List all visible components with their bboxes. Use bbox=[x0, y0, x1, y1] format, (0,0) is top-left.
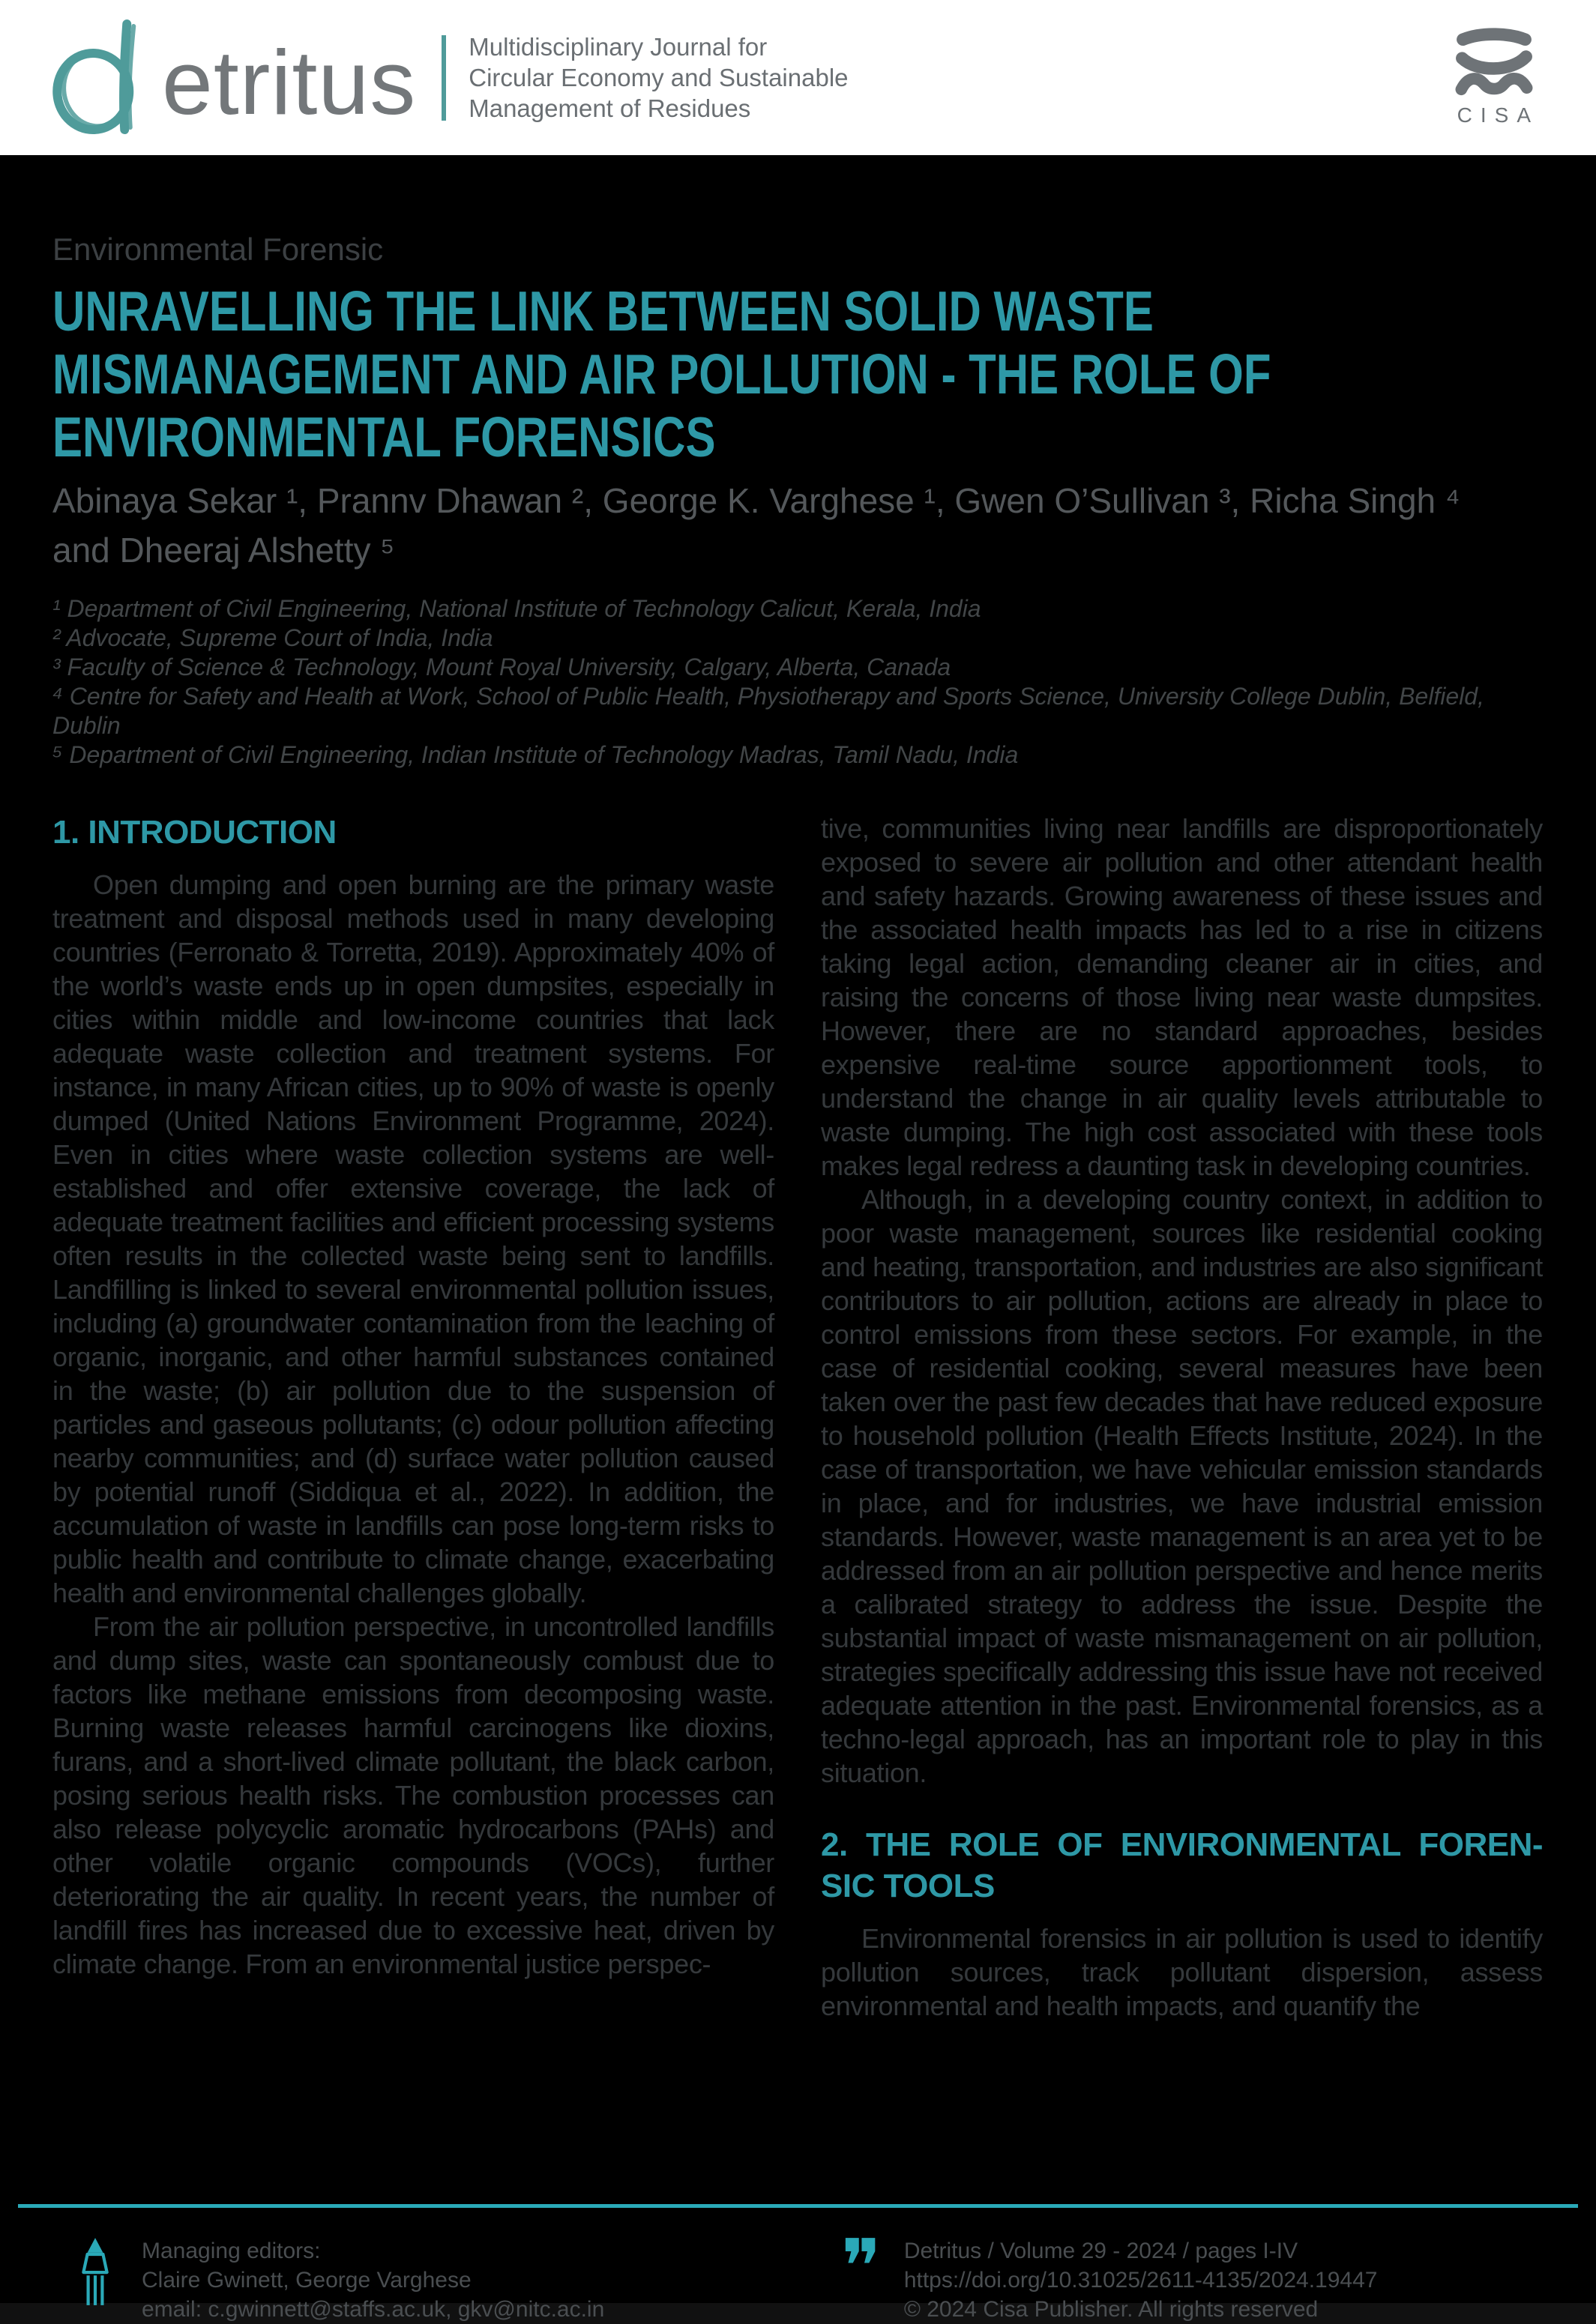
citation-text bbox=[904, 2236, 1378, 2324]
section-2-heading-line: SIC TOOLS bbox=[821, 1868, 995, 1904]
title-line: ENVIRONMENTAL FORENSICS bbox=[52, 405, 716, 468]
title-line: UNRAVELLING THE LINK BETWEEN SOLID WASTE bbox=[52, 280, 1154, 342]
section-1-heading: 1. INTRODUCTION bbox=[52, 814, 337, 851]
footer-line: Detritus / Volume 29 - 2024 / pages I-IV bbox=[903, 2239, 1298, 2263]
affiliation-item: ³ Faculty of Science & Technology, Mount Royal University, Calgary, Alberta, Canada bbox=[52, 654, 951, 680]
footer-line: email: c.gwinnett@staffs.ac.uk, gkv@nitc.ac.in bbox=[142, 2297, 605, 2322]
article-category: Environmental Forensic bbox=[52, 232, 384, 267]
detritus-d-icon bbox=[49, 22, 169, 134]
footer-line: https://doi.org/10.31025/2611-4135/2024.19447 bbox=[903, 2268, 1378, 2293]
continuation-paragraph: tive, communities living near landfills are disproportionately exposed to severe air pollution and other attendant health and safety hazards. Growing awareness of these issues and the associated health impacts has led to a rise in citizens taking legal action, demanding cleaner air in cities, and raising the concerns of those living near waste dumpsites. However, there are no standard approaches, besides expensive real-time source apportionment tools, to understand the change in air quality levels attributable to waste dumping. The high cost associated with these tools makes legal redress a daunting task in developing countries. bbox=[821, 813, 1543, 1181]
right-paragraph-2: Although, in a developing country context, in addition to poor waste management, sources like residential cooking and heating, transportation, and industries are also significant contributors to air pollution, actions are already in place to control emissions from these sectors. For example, in the case of residential cooking, several measures have been taken over the past few decades that have reduced exposure to household pollution (Health Effects Institute, 2024). In the case of transportation, we have vehicular emission standards in place, and for industries, we have industrial emission standards. However, waste management is an area yet to be addressed from an air pollution perspective and hence merits a calibrated strategy to address the issue. Despite the substantial impact of waste mismanagement on air pollution, strategies specifically addressing this issue have not received adequate attention in the past. Environmental forensics, as a techno-legal approach, has an important role to play in this situation. bbox=[821, 1184, 1543, 1788]
footer-line: Claire Gwinett, George Varghese bbox=[142, 2268, 472, 2293]
author-list bbox=[52, 476, 1544, 575]
journal-header bbox=[0, 0, 1596, 155]
article-content bbox=[0, 155, 1596, 2023]
affiliation-item: ² Advocate, Supreme Court of India, India bbox=[52, 624, 493, 651]
footer-line: Managing editors: bbox=[142, 2239, 321, 2263]
footer-divider-line bbox=[18, 2204, 1578, 2208]
header-divider bbox=[442, 35, 446, 121]
title-line: MISMANAGEMENT AND AIR POLLUTION - THE ROLE OF bbox=[52, 342, 1271, 405]
tagline-line: Management of Residues bbox=[469, 94, 751, 122]
article-title bbox=[52, 280, 1544, 468]
intro-paragraph-1: Open dumping and open burning are the primary waste treatment and disposal methods used in many developing countries (Ferronato & Torretta, 2019). Approximately 40% of the world’s waste ends up in open dumpsites, especially in cities within middle and low-income countries that lack adequate waste collection and treatment systems. For instance, in many African cities, up to 90% of waste is openly dumped (United Nations Environment Programme, 2024). Even in cities where waste collection systems are well-established and offer extensive coverage, the lack of adequate treatment facilities and efficient processing systems often results in the collected waste being sent to landfills. Landfilling is linked to several environmental pollution issues, including (a) groundwater contamination from the leaching of organic, inorganic, and other harmful substances contained in the waste; (b) air pollution due to the suspension of particles and gaseous pollutants; (c) odour pollution affecting nearby communities; and (d) surface water pollution caused by potential runoff (Siddiqua et al., 2022). In addition, the accumulation of waste in landfills can pose long-term risks to public health and contribute to climate change, exacerbating health and environmental challenges globally. bbox=[52, 869, 774, 1608]
cisa-label: CISA bbox=[1457, 103, 1539, 127]
footer-citation-block bbox=[841, 2225, 1378, 2324]
left-column bbox=[52, 812, 774, 2023]
detritus-logo-text: etritus bbox=[162, 31, 417, 133]
authors-line: and Dheeraj Alshetty ⁵ bbox=[52, 531, 395, 570]
tagline-line: Multidisciplinary Journal for bbox=[469, 33, 768, 61]
intro-paragraph-2: From the air pollution perspective, in uncontrolled landfills and dump sites, waste can spontaneously combust due to factors like methane emissions from decomposing waste. Burning waste releases harmful carcinogens like dioxins, furans, and a short-lived climate pollutant, the black carbon, posing serious health risks. The combustion processes can also release polycyclic aromatic hydrocarbons (PAHs) and other volatile organic compounds (VOCs), further deteriorating the air quality. In recent years, the number of landfill fires has increased due to excessive heat, driven by climate change. From an environmental justice perspec- bbox=[52, 1611, 774, 1979]
journal-tagline bbox=[469, 31, 848, 124]
right-paragraph-3: Environmental forensics in air pollution is used to identify pollution sources, track pollutant dispersion, assess environmental and health impacts, and quantify the bbox=[821, 1923, 1543, 2021]
quote-icon: ❞ bbox=[841, 2225, 882, 2309]
section-2-heading-line: 2. THE ROLE OF ENVIRONMENTAL FOREN- bbox=[821, 1826, 1543, 1863]
pencil-icon bbox=[71, 2236, 119, 2307]
affiliation-item: ¹ Department of Civil Engineering, National Institute of Technology Calicut, Kerala, India bbox=[52, 595, 981, 622]
body-columns bbox=[52, 812, 1544, 2023]
footer-editors-block bbox=[71, 2236, 604, 2324]
affiliation-item: ⁵ Department of Civil Engineering, Indian Institute of Technology Madras, Tamil Nadu, India bbox=[52, 741, 1019, 768]
footer-line: © 2024 Cisa Publisher. All rights reserved bbox=[903, 2297, 1319, 2322]
tagline-line: Circular Economy and Sustainable bbox=[469, 64, 849, 91]
section-2-heading bbox=[821, 1824, 1543, 1907]
cisa-logo bbox=[1449, 28, 1539, 127]
affiliation-item: ⁴ Centre for Safety and Health at Work, School of Public Health, Physiotherapy and Sports Science, University College Dublin, Belfield, Dublin bbox=[52, 683, 1484, 739]
right-column bbox=[821, 812, 1543, 2023]
managing-editors-text bbox=[142, 2236, 604, 2324]
detritus-logo bbox=[49, 22, 416, 134]
authors-line: Abinaya Sekar ¹, Prannv Dhawan ², George K. Varghese ¹, Gwen O’Sullivan ³, Richa Singh ⁴ bbox=[52, 481, 1460, 520]
affiliation-list bbox=[52, 594, 1544, 770]
cisa-waves-icon bbox=[1455, 28, 1533, 100]
